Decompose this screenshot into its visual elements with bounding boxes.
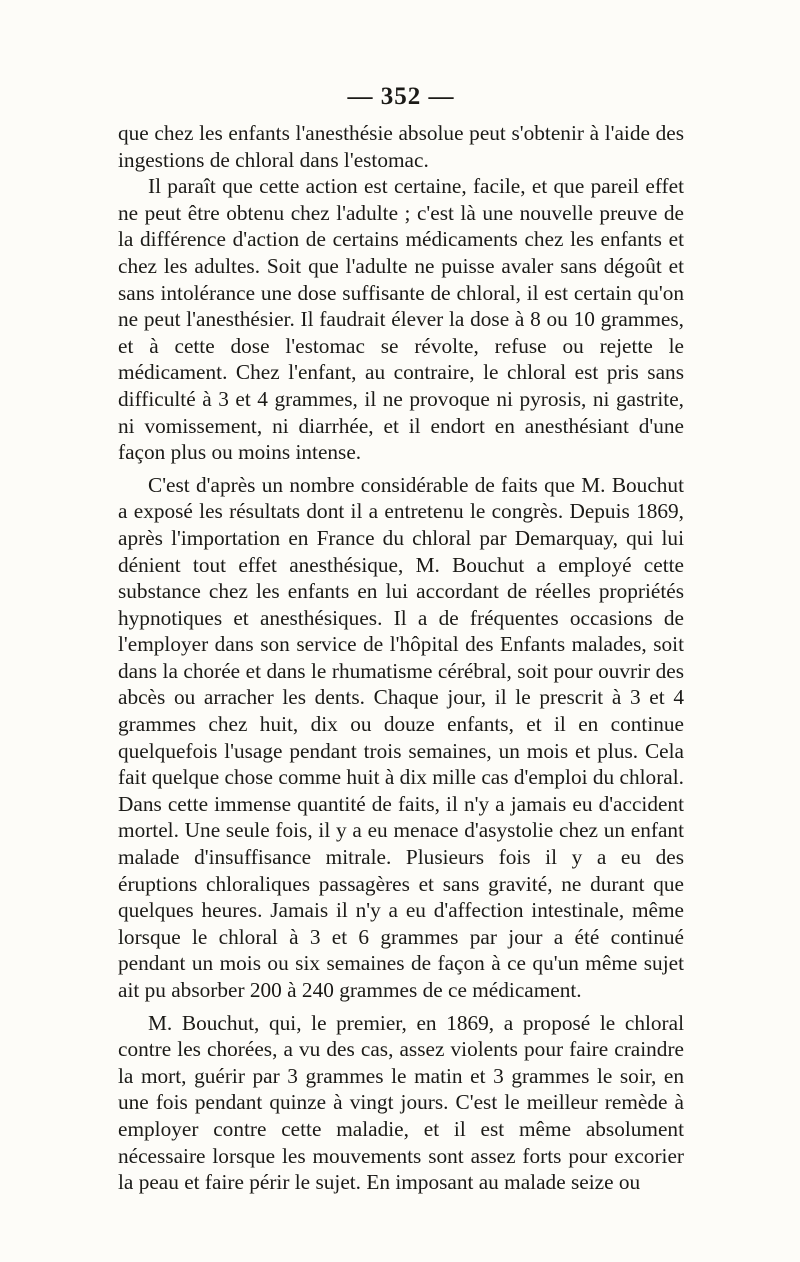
book-page (118, 84, 684, 1196)
paragraph-anesthesia-action: Il paraît que cette action est certaine, facile, et que pareil effet ne peut être obtenu chez l'adulte ; c'est là une nouvelle preuve de la différence d'action de certains médicaments chez les enfants et chez les adultes. Soit que l'adulte ne puisse avaler sans dégoût et sans intolérance une dose suffisante de chloral, il est certain qu'on ne peut l'anesthésier. Il faudrait élever la dose à 8 ou 10 grammes, et à cette dose l'estomac se révolte, refuse ou rejette le médicament. Chez l'enfant, au contraire, le chloral est pris sans difficulté à 3 et 4 grammes, il ne provoque ni pyrosis, ni gastrite, ni vomissement, ni diarrhée, et il endort en anesthésiant d'une façon plus ou moins intense. (118, 174, 684, 465)
paragraph-continuation: que chez les enfants l'anesthésie absolue peut s'obtenir à l'aide des ingestions de chloral dans l'estomac. (118, 121, 684, 172)
paragraph-chorea-treatment: M. Bouchut, qui, le premier, en 1869, a proposé le chloral contre les chorées, a vu des cas, assez violents pour faire craindre la mort, guérir par 3 grammes le matin et 3 grammes le soir, en une fois pendant quinze à vingt jours. C'est le meilleur remède à employer contre cette maladie, et il est même absolument nécessaire lorsque les mouvements sont assez forts pour excorier la peau et faire périr le sujet. En imposant au malade seize ou (118, 1010, 684, 1195)
paragraph-bouchut-results: C'est d'après un nombre considérable de faits que M. Bouchut a exposé les résultats dont il a entretenu le congrès. Depuis 1869, après l'importation en France du chloral par Demarquay, qui lui dénient tout effet anesthésique, M. Bouchut a employé cette substance chez les enfants en lui accordant de réelles propriétés hypnotiques et anesthésiques. Il a de fréquentes occasions de l'employer dans son service de l'hôpital des Enfants malades, soit dans la chorée et dans le rhumatisme cérébral, soit pour ouvrir des abcès ou arracher les dents. Chaque jour, il le prescrit à 3 et 4 grammes chez huit, dix ou douze enfants, et il en continue quelquefois l'usage pendant trois semaines, un mois et plus. Cela fait quelque chose comme huit à dix mille cas d'emploi du chloral. Dans cette immense quantité de faits, il n'y a jamais eu d'accident mortel. Une seule fois, il y a eu menace d'asystolie chez un enfant malade d'insuffisance mitrale. Plusieurs fois il y a eu des éruptions chloraliques passagères et sans gravité, ne durant que quelques heures. Jamais il n'y a eu d'affection intestinale, même lorsque le chloral à 3 et 6 grammes par jour a été continué pendant un mois ou six semaines de façon à ce qu'un même sujet ait pu absorber 200 à 240 grammes de ce médicament. (118, 472, 684, 1002)
page-number: — 352 — (347, 83, 455, 110)
